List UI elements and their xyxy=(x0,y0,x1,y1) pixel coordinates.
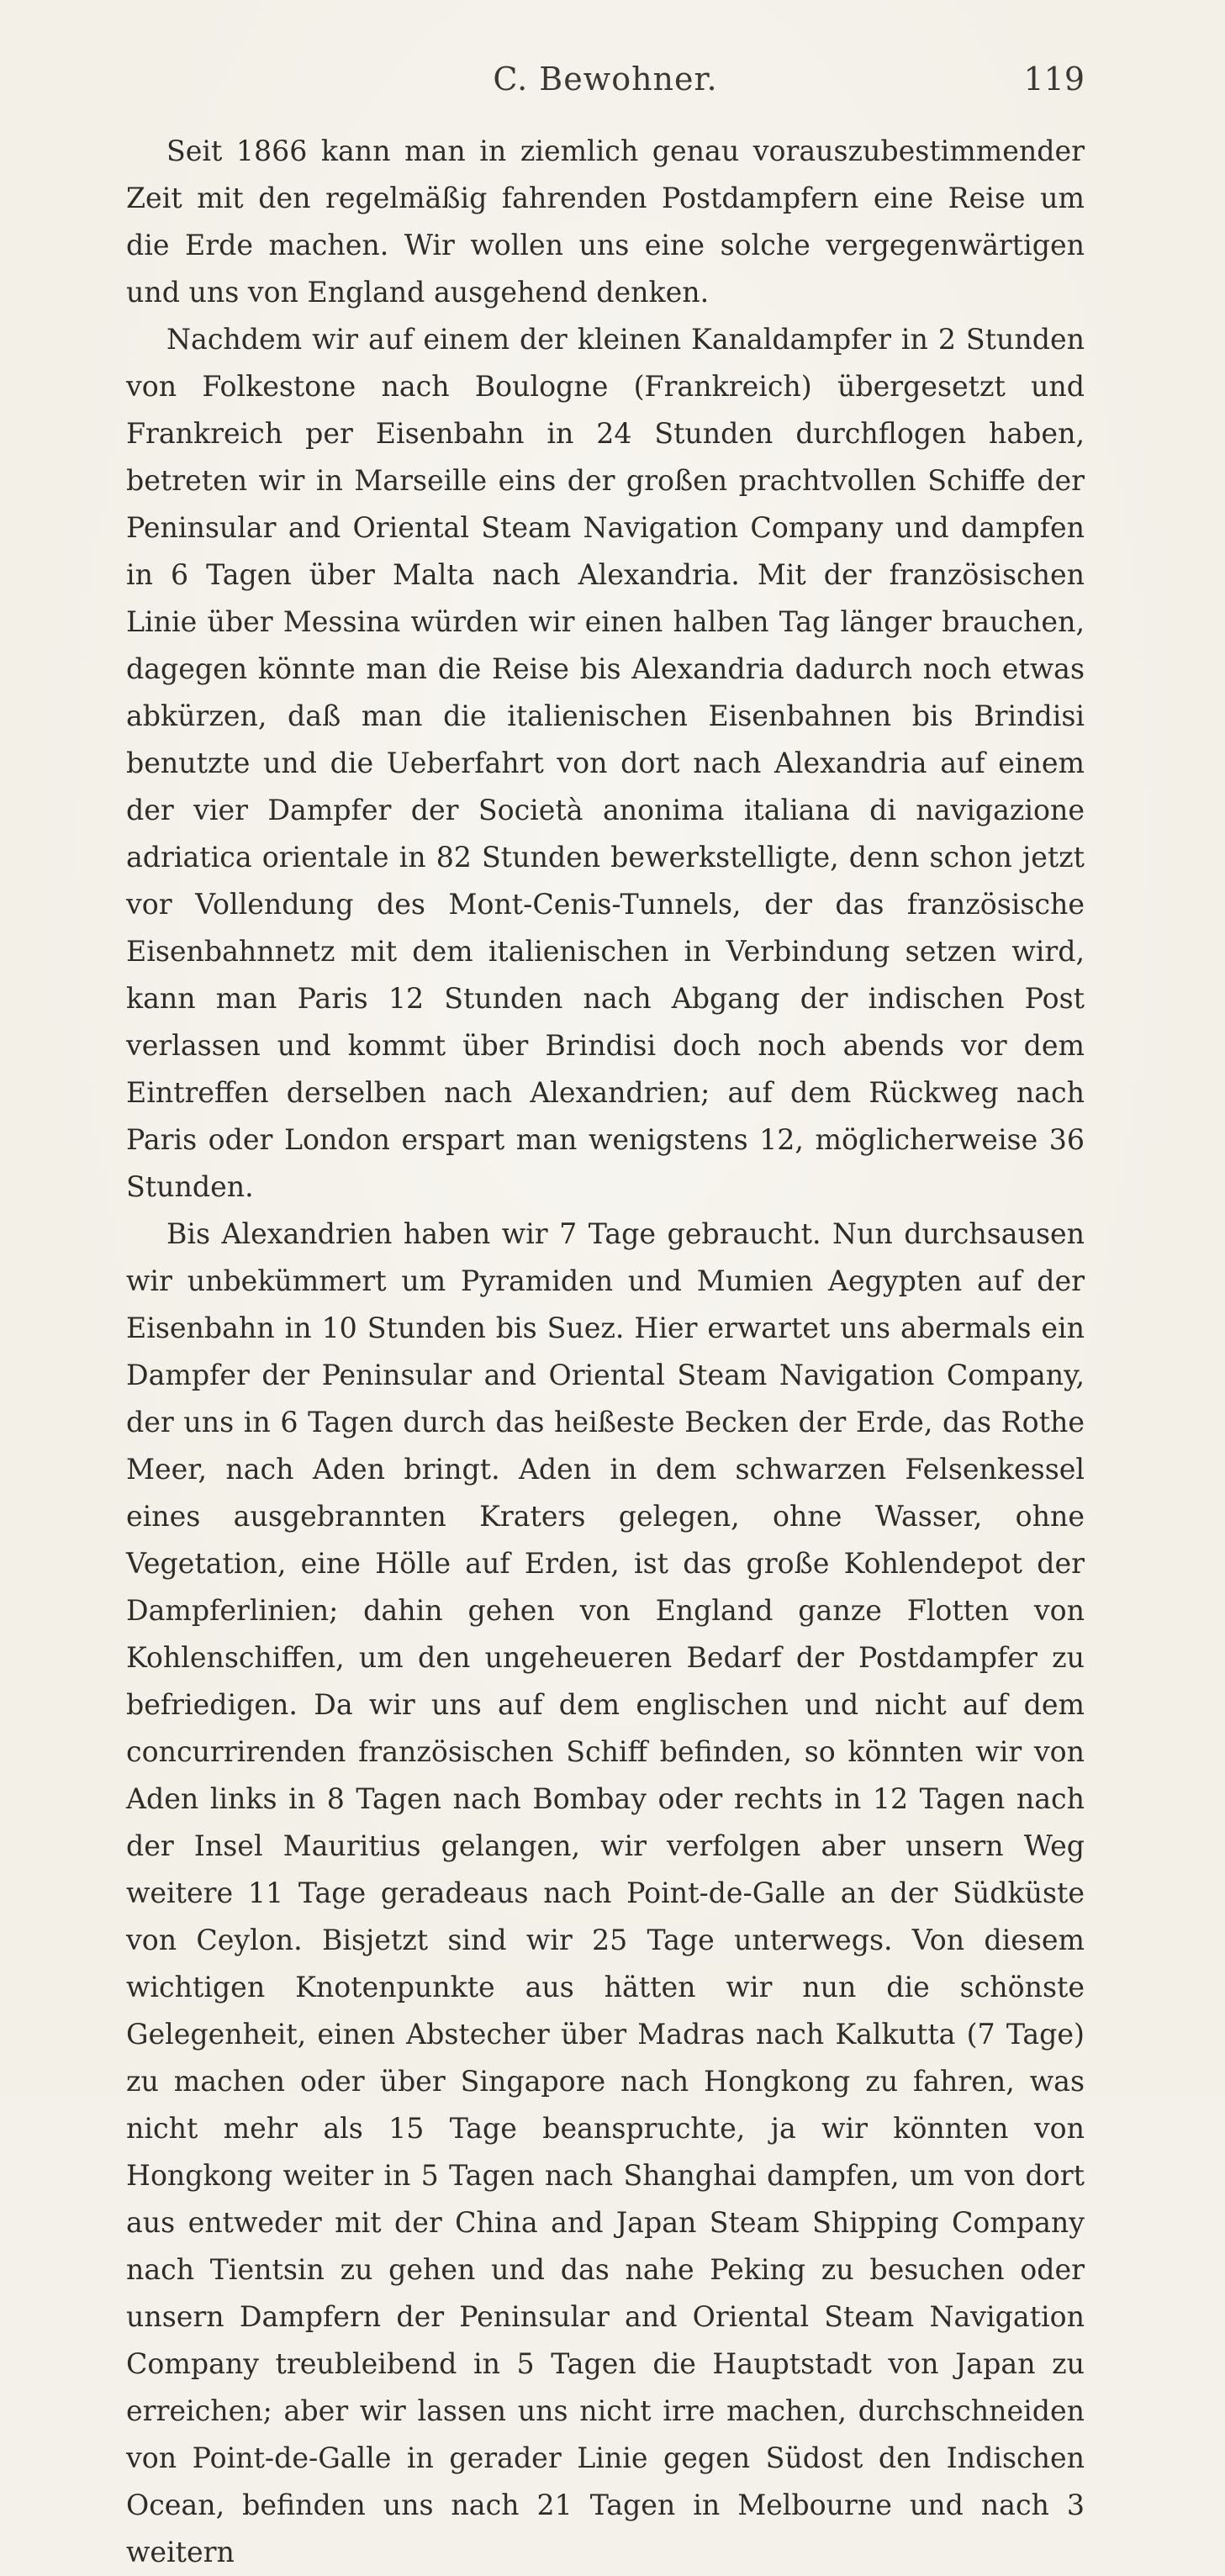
page-number: 119 xyxy=(1023,61,1085,98)
paragraph: Nachdem wir auf einem der kleinen Kanaldampfer in 2 Stunden von Folkestone nach Boulogne (Frankreich) übergesetzt und Frankreich per Eisenbahn in 24 Stunden durchflogen haben, betreten wir in Marseille eins der großen prachtvollen Schiffe der Peninsular and Oriental Steam Navigation Company und dampfen in 6 Tagen über Malta nach Alexandria. Mit der französischen Linie über Messina würden wir einen halben Tag länger brauchen, dagegen könnte man die Reise bis Alexandria dadurch noch etwas abkürzen, daß man die italienischen Eisenbahnen bis Brindisi benutzte und die Ueberfahrt von dort nach Alexandria auf einem der vier Dampfer der Società anonima italiana di navigazione adriatica orientale in 82 Stunden bewerkstelligte, denn schon jetzt vor Vollendung des Mont-Cenis-Tunnels, der das französische Eisenbahnnetz mit dem italienischen in Verbindung setzen wird, kann man Paris 12 Stunden nach Abgang der indischen Post verlassen und kommt über Brindisi doch noch abends vor dem Eintreffen derselben nach Alexandrien; auf dem Rückweg nach Paris oder London erspart man wenigstens 12, möglicherweise 36 Stunden. xyxy=(126,323,1085,1203)
running-title: C. Bewohner. xyxy=(493,61,718,98)
page-header xyxy=(126,61,1085,104)
paragraph: Bis Alexandrien haben wir 7 Tage gebraucht. Nun durchsausen wir unbekümmert um Pyramiden und Mumien Aegypten auf der Eisenbahn in 10 Stunden bis Suez. Hier erwartet uns abermals ein Dampfer der Peninsular and Oriental Steam Navigation Company, der uns in 6 Tagen durch das heißeste Becken der Erde, das Rothe Meer, nach Aden bringt. Aden in dem schwarzen Felsenkessel eines ausgebrannten Kraters gelegen, ohne Wasser, ohne Vegetation, eine Hölle auf Erden, ist das große Kohlendepot der Dampferlinien; dahin gehen von England ganze Flotten von Kohlenschiffen, um den ungeheueren Bedarf der Postdampfer zu befriedigen. Da wir uns auf dem englischen und nicht auf dem concurrirenden französischen Schiff befinden, so könnten wir von Aden links in 8 Tagen nach Bombay oder rechts in 12 Tagen nach der Insel Mauritius gelangen, wir verfolgen aber unsern Weg weitere 11 Tage geradeaus nach Point-de-Galle an der Südküste von Ceylon. Bisjetzt sind wir 25 Tage unterwegs. Von diesem wichtigen Knotenpunkte aus hätten wir nun die schönste Gelegenheit, einen Abstecher über Madras nach Kalkutta (7 Tage) zu machen oder über Singapore nach Hongkong zu fahren, was nicht mehr als 15 Tage beanspruchte, ja wir könnten von Hongkong weiter in 5 Tagen nach Shanghai dampfen, um von dort aus entweder mit der China and Japan Steam Shipping Company nach Tientsin zu gehen und das nahe Peking zu besuchen oder unsern Dampfern der Peninsular and Oriental Steam Navigation Company treubleibend in 5 Tagen die Hauptstadt von Japan zu erreichen; aber wir lassen uns nicht irre machen, durchschneiden von Point-de-Galle in gerader Linie gegen Südost den Indischen Ocean, befinden uns nach 21 Tagen in Melbourne und nach 3 weitern xyxy=(126,1217,1085,2568)
paragraph: Seit 1866 kann man in ziemlich genau vorauszubestimmender Zeit mit den regelmäßig fahrenden Postdampfern eine Reise um die Erde machen. Wir wollen uns eine solche vergegenwärtigen und uns von England ausgehend denken. xyxy=(126,135,1085,309)
body-text xyxy=(126,128,1085,2576)
